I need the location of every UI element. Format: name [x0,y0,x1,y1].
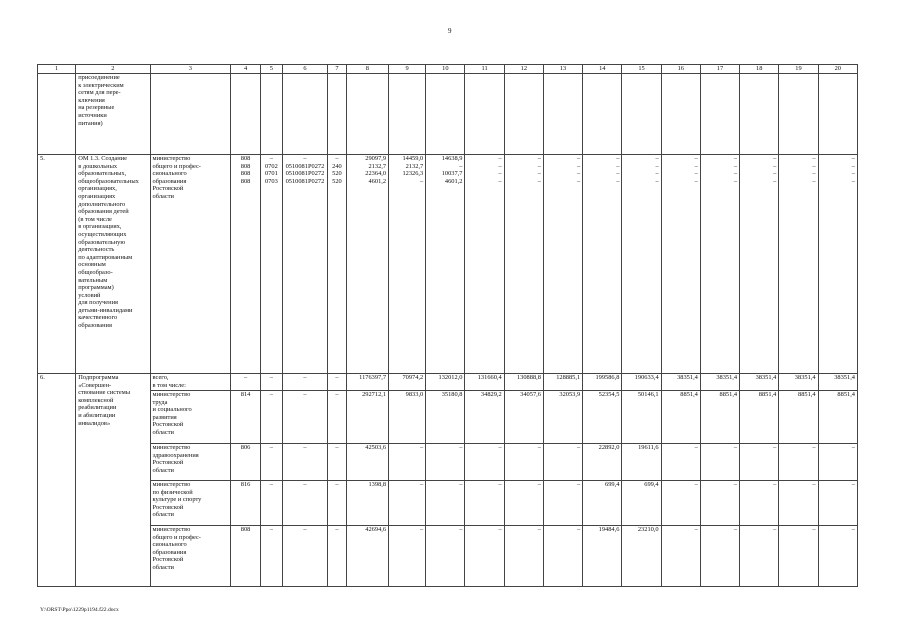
table-cell: – [543,481,582,526]
table-cell: – [465,526,504,587]
table-cell: 38351,4 [740,374,779,391]
table-cell: 130888,8 [504,374,543,391]
table-cell: 1398,8 [346,481,388,526]
table-cell: 9833,0 [389,391,426,444]
table-cell: – [426,526,465,587]
executor-name: министерство по физической культуре и спорту Ростовской области [150,481,231,526]
table-cell: 8851,4 [779,391,818,444]
table-cell: – [231,374,261,391]
table-row [38,481,858,526]
table-cell [583,74,622,155]
table-cell: – [261,391,283,444]
table-cell: – [661,526,700,587]
table-cell: 38351,4 [818,374,857,391]
table-cell: 38351,4 [779,374,818,391]
table-cell: 19611,6 [622,444,661,481]
column-header: 10 [426,65,465,74]
column-header: 3 [150,65,231,74]
table-cell: 32053,9 [543,391,582,444]
table-cell: 8851,4 [818,391,857,444]
column-header: 18 [740,65,779,74]
column-header: 15 [622,65,661,74]
table-cell: 806 [231,444,261,481]
table-row [38,74,858,155]
table-cell: 199586,8 [583,374,622,391]
table-row [38,391,858,444]
table-row [38,526,858,587]
table-cell: 292712,1 [346,391,388,444]
table-cell: – [779,526,818,587]
table-cell: – [465,481,504,526]
footer-file-path: Y:\ORST\Ppo\1229p1194.f22.docx [40,607,119,613]
table-cell: – [779,444,818,481]
table-row [38,155,858,374]
table-cell [150,74,231,155]
column-header: 7 [328,65,347,74]
table-cell: – 240 520 520 [328,155,347,374]
executor-name: министерство общего и профес- сионального образования Ростовской области [150,155,231,374]
table-cell: – – – – [622,155,661,374]
table-cell [543,74,582,155]
table-cell: – [261,374,283,391]
table-cell: 14638,9 – 10037,7 4601,2 [426,155,465,374]
column-header: 13 [543,65,582,74]
table-cell: – [389,481,426,526]
table-cell: 6. [38,374,76,587]
column-header: 2 [76,65,150,74]
table-cell [231,74,261,155]
table-cell: 38351,4 [661,374,700,391]
table-cell: 699,4 [583,481,622,526]
table-cell: – [328,374,347,391]
executor-name: министерство труда и социального развития Ростовской области [150,391,231,444]
executor-name: министерство общего и профес- сионального образования Ростовской области [150,526,231,587]
table-cell: – 0510081Р0272 0510081Р0272 0510081Р0272 [282,155,327,374]
table-cell: – – – – [818,155,857,374]
table-cell [328,74,347,155]
table-cell: 19484,6 [583,526,622,587]
table-cell: 42503,6 [346,444,388,481]
table-cell [740,74,779,155]
column-header: 20 [818,65,857,74]
table-cell: – [389,444,426,481]
table-cell: – – – – [583,155,622,374]
table-cell [38,74,76,155]
table-cell: – [282,444,327,481]
table-cell: 808 808 808 808 [231,155,261,374]
table-cell: – – – – [661,155,700,374]
table-cell: – [426,481,465,526]
column-header: 19 [779,65,818,74]
event-name: ОМ 1.3. Создание в дошкольных образовательных, общеобразовательных организациях, организациях дополнительного образования детей (в том числе в организациях, осуществляющих образовательную деятельность по адаптированным основным общеобразо- вательным программам) условий для получения детьми-инвалидами качественного образования [76,155,150,374]
table-cell [465,74,504,155]
table-cell: 34057,6 [504,391,543,444]
table-cell: – [426,444,465,481]
table-cell: – – – – [465,155,504,374]
executor-name: министерство здравоохранения Ростовской области [150,444,231,481]
table-cell: – [700,444,739,481]
table-cell: – [261,481,283,526]
column-header: 1 [38,65,76,74]
table-cell: – [779,481,818,526]
table-cell: – [504,481,543,526]
table-cell: – [282,391,327,444]
table-cell: 29097,9 2132,7 22364,0 4601,2 [346,155,388,374]
table-cell: 8851,4 [740,391,779,444]
table-cell: – [740,526,779,587]
column-header: 8 [346,65,388,74]
table-cell: – [700,481,739,526]
table-cell: – [661,481,700,526]
table-cell [346,74,388,155]
table-cell: – [261,526,283,587]
table-cell: – [740,444,779,481]
column-header: 17 [700,65,739,74]
table-cell: 5. [38,155,76,374]
table-cell: 814 [231,391,261,444]
table-cell: – – – – [543,155,582,374]
subprogram-name: Подпрограмма «Совершен- ствование системы комплексной реабилитации и абилитации инвалидов» [76,374,150,587]
table-cell: 1176397,7 [346,374,388,391]
column-header: 9 [389,65,426,74]
executor-name: всего, в том числе: [150,374,231,391]
table-cell: 128885,1 [543,374,582,391]
table-cell: 699,4 [622,481,661,526]
table-cell: – [282,526,327,587]
column-header: 14 [583,65,622,74]
continued-name: присоединение к электрическим сетям для пере- ключения на резервные источники питания) [76,74,150,155]
table-cell: – [740,481,779,526]
table-cell: – – – – [700,155,739,374]
table-cell: 808 [231,526,261,587]
table-cell [700,74,739,155]
table-cell: 8851,4 [661,391,700,444]
table-cell: – [543,526,582,587]
table-cell [779,74,818,155]
table-cell: 34829,2 [465,391,504,444]
table-cell: 42694,6 [346,526,388,587]
table-cell: 50146,1 [622,391,661,444]
table-cell: 8851,4 [700,391,739,444]
table-cell: – [543,444,582,481]
table-cell: 52354,5 [583,391,622,444]
table-cell: 38351,4 [700,374,739,391]
page-number: 9 [448,27,452,35]
table-cell: – – – – [740,155,779,374]
table-cell: – [261,444,283,481]
table-cell: – – – – [779,155,818,374]
table-cell: 190633,4 [622,374,661,391]
table-cell: – [700,526,739,587]
table-cell: 22892,0 [583,444,622,481]
table-cell: – [504,526,543,587]
table-cell: – [328,444,347,481]
table-cell: – [328,391,347,444]
table-cell: 131660,4 [465,374,504,391]
table-cell: – – – – [504,155,543,374]
table-cell: 23210,0 [622,526,661,587]
table-cell: – [818,481,857,526]
table-cell: – [282,481,327,526]
table-cell [661,74,700,155]
column-header: 6 [282,65,327,74]
table-cell: 132012,0 [426,374,465,391]
table-cell: – [818,526,857,587]
table-cell [261,74,283,155]
header-row [38,65,858,74]
table-cell: – [465,444,504,481]
column-header: 4 [231,65,261,74]
column-header: 5 [261,65,283,74]
table-cell: 14459,0 2132,7 12326,3 – [389,155,426,374]
column-header: 12 [504,65,543,74]
table-cell [818,74,857,155]
table-cell [622,74,661,155]
table-cell: – [504,444,543,481]
table-row [38,374,858,391]
table-cell: – [328,481,347,526]
table-cell: – [328,526,347,587]
table-cell: 35180,8 [426,391,465,444]
program-table [37,64,858,587]
table-cell: – 0702 0701 0703 [261,155,283,374]
table-cell: – [282,374,327,391]
table-cell: 816 [231,481,261,526]
table-row [38,444,858,481]
table-cell [389,74,426,155]
table-cell: – [818,444,857,481]
table-cell [282,74,327,155]
table-cell: 70974,2 [389,374,426,391]
table-cell [426,74,465,155]
table-cell [504,74,543,155]
column-header: 11 [465,65,504,74]
table-cell: – [389,526,426,587]
table-cell: – [661,444,700,481]
column-header: 16 [661,65,700,74]
